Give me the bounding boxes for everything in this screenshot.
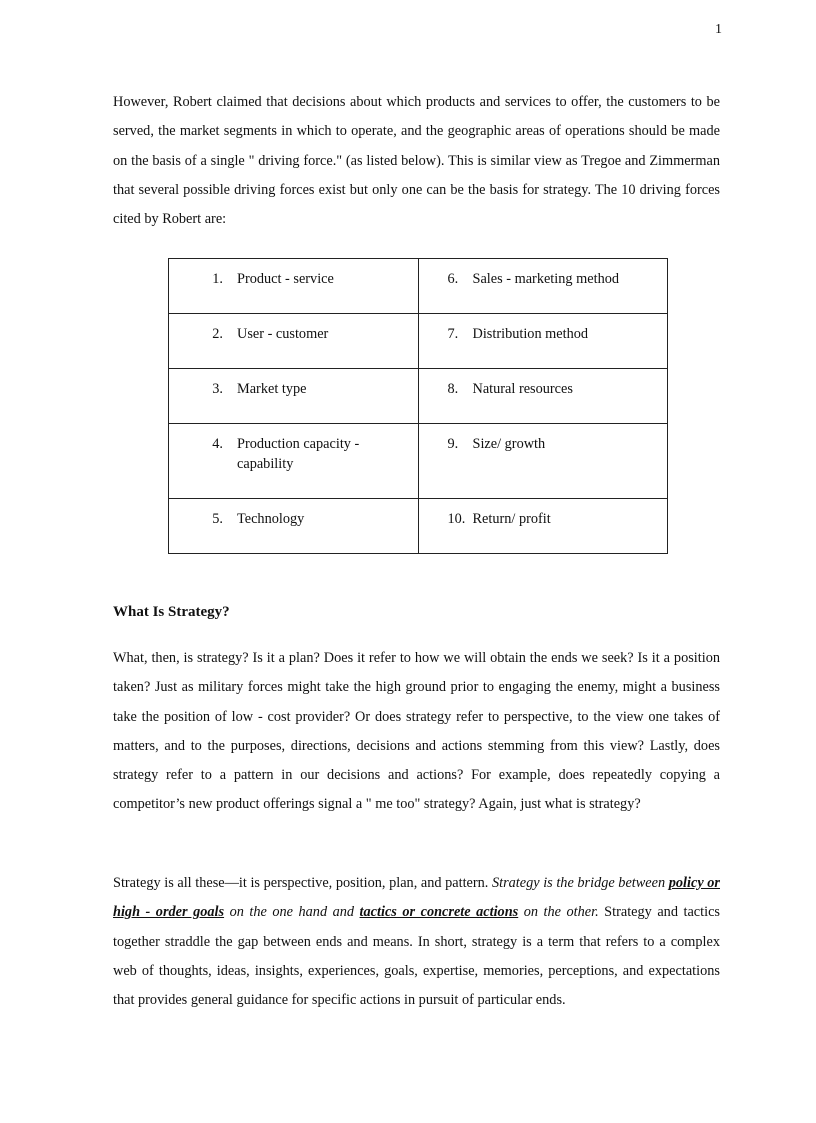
tactics-actions-emphasis: tactics or concrete actions xyxy=(359,904,519,921)
definition-italic-1: Strategy is the bridge between xyxy=(491,875,669,891)
policy-goals-emphasis: policy or high - order goals xyxy=(113,875,720,921)
table-cell xyxy=(418,314,668,369)
item-number: 9. xyxy=(447,436,459,452)
item-text: Product - service xyxy=(237,271,334,287)
definition-italic-2: on the one hand and xyxy=(224,904,360,921)
item-text: Size/ growth xyxy=(472,436,546,452)
item-number: 5. xyxy=(212,511,223,527)
table-cell xyxy=(418,259,668,314)
item-text: User - customer xyxy=(237,326,329,342)
section-heading: What Is Strategy? xyxy=(113,604,230,620)
item-number: 10. xyxy=(447,511,466,527)
item-text: Technology xyxy=(237,511,305,527)
item-number: 4. xyxy=(212,436,223,452)
item-text: Distribution method xyxy=(472,326,589,342)
item-number: 3. xyxy=(212,381,223,397)
definition-italic-3: on the other. xyxy=(518,904,599,921)
page-number: 1 xyxy=(715,22,722,37)
item-text: Natural resources xyxy=(472,381,573,397)
table-cell xyxy=(418,499,668,554)
strategy-question-paragraph: What, then, is strategy? Is it a plan? Does it refer to how we will obtain the ends we seek? Is it a position taken? Just as military forces might take the high ground prior to engaging the enemy, might a business take the position of low - cost provider? Or does strategy refer to perspective, to the view one takes of matters, and to the purposes, directions, decisions and actions stemming from this view? Lastly, does strategy refer to a pattern in our decisions and actions? For example, does repeatedly copying a competitor’s new product offerings signal a " me too" strategy? Again, just what is strategy? xyxy=(113,650,720,813)
item-number: 1. xyxy=(212,271,223,287)
item-text: Return/ profit xyxy=(472,511,551,527)
table-row xyxy=(169,424,668,499)
table-row xyxy=(169,369,668,424)
table-cell xyxy=(169,499,419,554)
table-cell xyxy=(169,259,419,314)
table-row xyxy=(169,499,668,554)
table-cell xyxy=(169,369,419,424)
table-cell xyxy=(169,314,419,369)
strategy-definition-paragraph xyxy=(113,869,720,1015)
item-text: Production capacity - capability xyxy=(237,436,360,472)
driving-forces-table xyxy=(168,258,668,554)
item-text: Sales - marketing method xyxy=(472,271,620,287)
table-row xyxy=(169,314,668,369)
item-number: 8. xyxy=(447,381,459,397)
table-cell xyxy=(418,424,668,499)
definition-intro: Strategy is all these—it is perspective, position, plan, and pattern. xyxy=(113,875,492,891)
intro-paragraph: However, Robert claimed that decisions about which products and services to offer, the customers to be served, the market segments in which to operate, and the geographic areas of operations should be made on the basis of a single " driving force." (as listed below). This is similar view as Tregoe and Zimmerman that several possible driving forces exist but only one can be the basis for strategy. The 10 driving forces cited by Robert are: xyxy=(113,94,720,228)
table-cell xyxy=(418,369,668,424)
table-cell xyxy=(169,424,419,499)
item-text: Market type xyxy=(237,381,307,397)
definition-rest: Strategy and tactics together straddle the gap between ends and means. In short, strategy is a term that refers to a complex web of thoughts, ideas, insights, experiences, goals, expertise, memories, perceptions, and expectations that provides general guidance for specific actions in pursuit of particular ends. xyxy=(113,904,720,1009)
item-number: 6. xyxy=(447,271,459,287)
item-number: 2. xyxy=(212,326,223,342)
item-number: 7. xyxy=(447,326,459,342)
table-row xyxy=(169,259,668,314)
